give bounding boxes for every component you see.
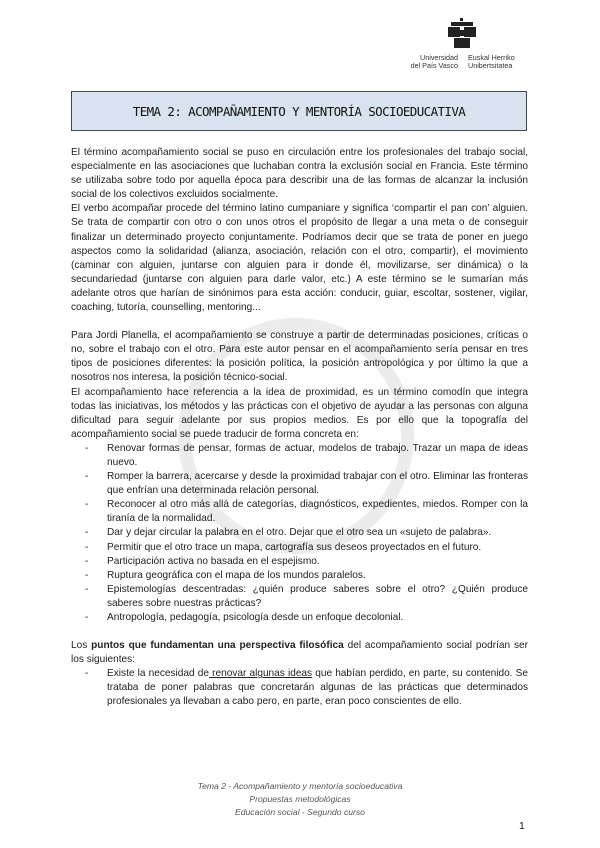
list-item: - Renovar formas de pensar, formas de actuar, modelos de trabajo. Trazar un mapa de ideas nuevo. xyxy=(107,442,528,470)
list-item: - Permitir que el otro trace un mapa, cartografía sus deseos proyectados en el futuro. xyxy=(107,541,528,555)
list-item: - Romper la barrera, acercarse y desde la proximidad trabajar con el otro. Eliminar las fronteras que enfrían una determinada relación personal. xyxy=(107,470,528,498)
list-item: - Dar y dejar circular la palabra en el otro. Dejar que el otro sea un «sujeto de palabra». xyxy=(107,526,528,540)
page-title: TEMA 2: ACOMPAÑAMIENTO Y MENTORÍA SOCIOEDUCATIVA xyxy=(132,103,466,119)
title-box xyxy=(71,91,527,131)
list-item: - Existe la necesidad de renovar algunas ideas que habían perdido, en parte, su contenido. Se trataba de poner palabras que concretarán algunas de las prácticas que determinados profesionales ya llevaban a cabo pero, en parte, eran poco conscientes de ello. xyxy=(107,667,528,709)
paragraph: El acompañamiento hace referencia a la idea de proximidad, es un término comodín que integra todas las iniciativas, los métodos y las prácticas con el objetivo de ayudar a las personas con alguna dificultad para seguir adelante por sus propios medios. Es por ello que la topografía del acompañamiento social se puede traducir de forma concreta en: xyxy=(71,386,528,440)
paragraph: El término acompañamiento social se puso en circulación entre los profesionales del trabajo social, especialmente en las asociaciones que luchaban contra la exclusión social en Francia. Este término se utilizaba sobre todo por aquella época para describir una de las formas de alcanzar la inclusión social de los colectivos excluidos socialmente. xyxy=(71,147,528,201)
upv-ehu-logo-icon xyxy=(446,18,478,50)
topography-list xyxy=(71,442,528,625)
paragraph: Para Jordi Planella, el acompañamiento se construye a partir de determinadas posiciones, críticas o no, sobre el trabajo con el otro. Para este autor pensar en el acompañamiento sería pensar en tres tipos de posiciones diferentes: la posición política, la posición antropológica y por último la que a nosotros nos interesa, la posición técnico-social. xyxy=(71,330,528,384)
list-item: - Epistemologías descentradas: ¿quién produce saberes sobre el otro? ¿Quién produce saberes sobre nuestras prácticas? xyxy=(107,583,528,611)
points-list xyxy=(71,667,528,709)
list-item: - Ruptura geográfica con el mapa de los mundos paralelos. xyxy=(107,569,528,583)
university-logo xyxy=(402,18,522,73)
list-item: - Participación activa no basada en el espejismo. xyxy=(107,555,528,569)
page-footer: Tema 2 - Acompañamiento y mentoría socioeducativa Propuestas metodológicas Educación social - Segundo curso xyxy=(197,781,403,817)
list-item: - Antropología, pedagogía, psicología desde un enfoque decolonial. xyxy=(107,611,528,625)
paragraph: El verbo acompañar procede del término latino cumpaniare y significa ‘compartir el pan con’ alguien. Se trata de compartir con otro o con unos otros el propósito de llegar a una meta o de conseguir finalizar un determinado proyecto conjuntamente. Podríamos decir que se trata de poner en juego aspectos como la solidaridad (alianza, asociación, relación con el otro, compartir), el movimiento (caminar con alguien, juntarse con alguien para ir donde él, movilizarse, ser dinámica) o la secundariedad (juntarse con alguien para darle valor, etc.) A este término se le sumarían más adelante otros que harían de sinónimos para esta acción: conducir, guiar, escoltar, sostener, vigilar, coaching, tutoría, counselling, mentoring... xyxy=(71,203,528,314)
page-number: 1 xyxy=(519,820,525,832)
document-body xyxy=(71,146,528,710)
university-name-eu: Euskal Herriko Unibertsitatea xyxy=(468,53,515,70)
university-name-es: Universidad del País Vasco xyxy=(410,53,458,70)
points-intro: Los puntos que fundamentan una perspectiva filosófica del acompañamiento social podrían ser los siguientes: xyxy=(71,640,528,666)
list-item: - Reconocer al otro más allá de categorías, diagnósticos, expedientes, miedos. Romper con la tiranía de la normalidad. xyxy=(107,498,528,526)
